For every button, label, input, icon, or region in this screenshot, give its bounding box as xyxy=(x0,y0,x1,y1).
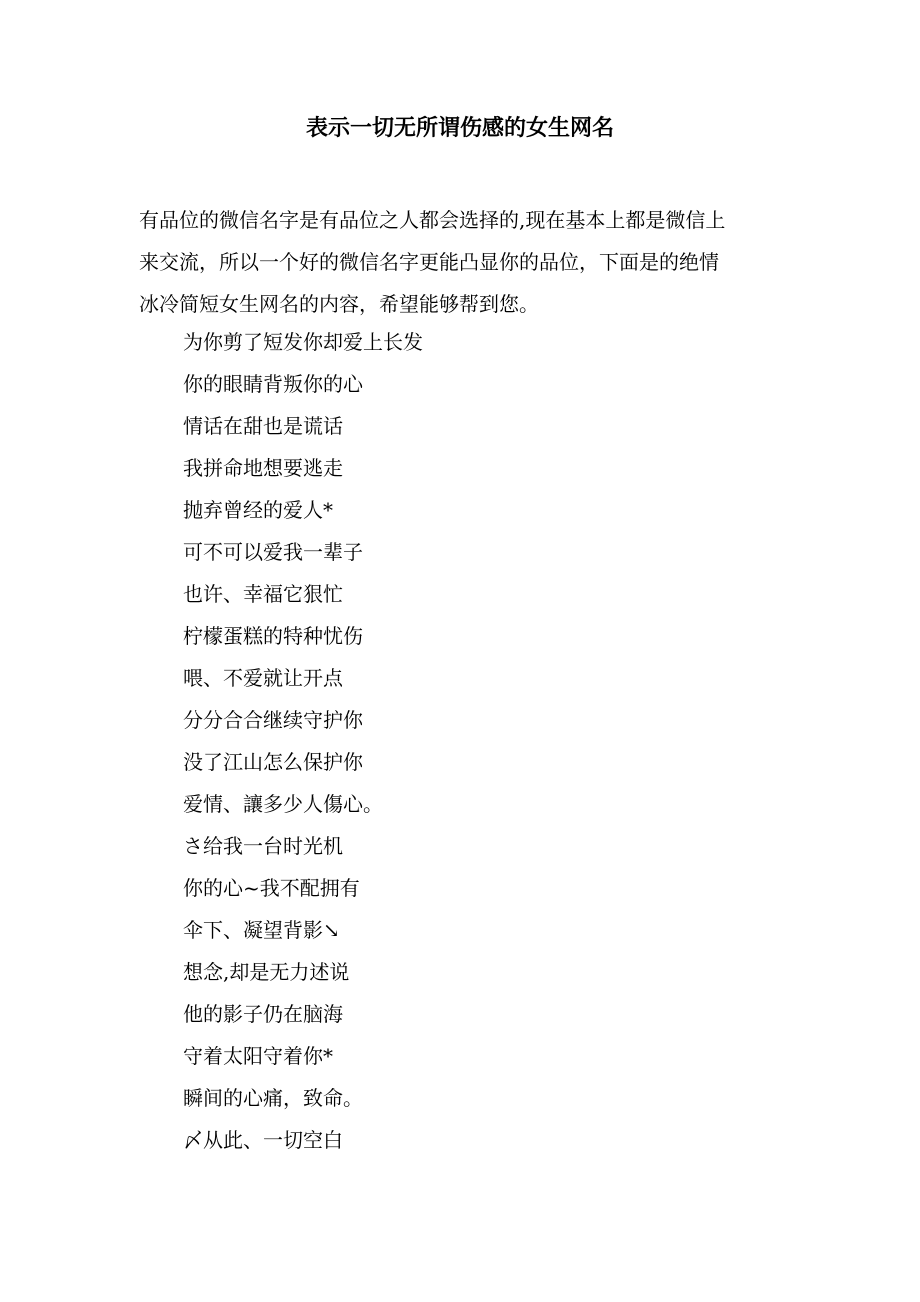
nickname-item: 爱情、讓多少人傷心。 xyxy=(183,792,383,816)
intro-line: 来交流，所以一个好的微信名字更能凸显你的品位，下面是的绝情 xyxy=(139,250,719,274)
nickname-item: 你的眼睛背叛你的心 xyxy=(183,372,363,396)
nickname-item: 喂、不爱就让开点 xyxy=(183,666,343,690)
nickname-item: 伞下、凝望背影↘ xyxy=(183,918,340,942)
nickname-item: 情话在甜也是谎话 xyxy=(183,414,343,438)
nickname-item: 我拼命地想要逃走 xyxy=(183,456,343,480)
nickname-item: 为你剪了短发你却爱上长发 xyxy=(183,330,423,354)
nickname-item: 分分合合继续守护你 xyxy=(183,708,363,732)
nickname-item: 你的心~我不配拥有 xyxy=(183,876,360,900)
document-title: 表示一切无所谓伤感的女生网名 xyxy=(305,115,614,141)
nickname-item: 也许、幸福它狠忙 xyxy=(183,582,343,606)
nickname-item: 想念,却是无力述说 xyxy=(183,960,350,984)
nickname-item: 〆从此、一切空白 xyxy=(183,1128,343,1152)
nickname-list xyxy=(183,321,423,1161)
nickname-item: 柠檬蛋糕的特种忧伤 xyxy=(183,624,363,648)
nickname-item: 没了江山怎么保护你 xyxy=(183,750,363,774)
nickname-item: 瞬间的心痛，致命。 xyxy=(183,1086,363,1110)
intro-line: 冰冷简短女生网名的内容，希望能够帮到您。 xyxy=(139,292,539,316)
intro-paragraph xyxy=(139,199,789,325)
intro-line: 有品位的微信名字是有品位之人都会选择的,现在基本上都是微信上 xyxy=(139,208,726,232)
nickname-item: 他的影子仍在脑海 xyxy=(183,1002,343,1026)
nickname-item: 可不可以爱我一辈子 xyxy=(183,540,363,564)
nickname-item: 守着太阳守着你* xyxy=(183,1044,333,1068)
nickname-item: 抛弃曾经的爱人* xyxy=(183,498,333,522)
nickname-item: さ给我一台时光机 xyxy=(183,834,343,858)
